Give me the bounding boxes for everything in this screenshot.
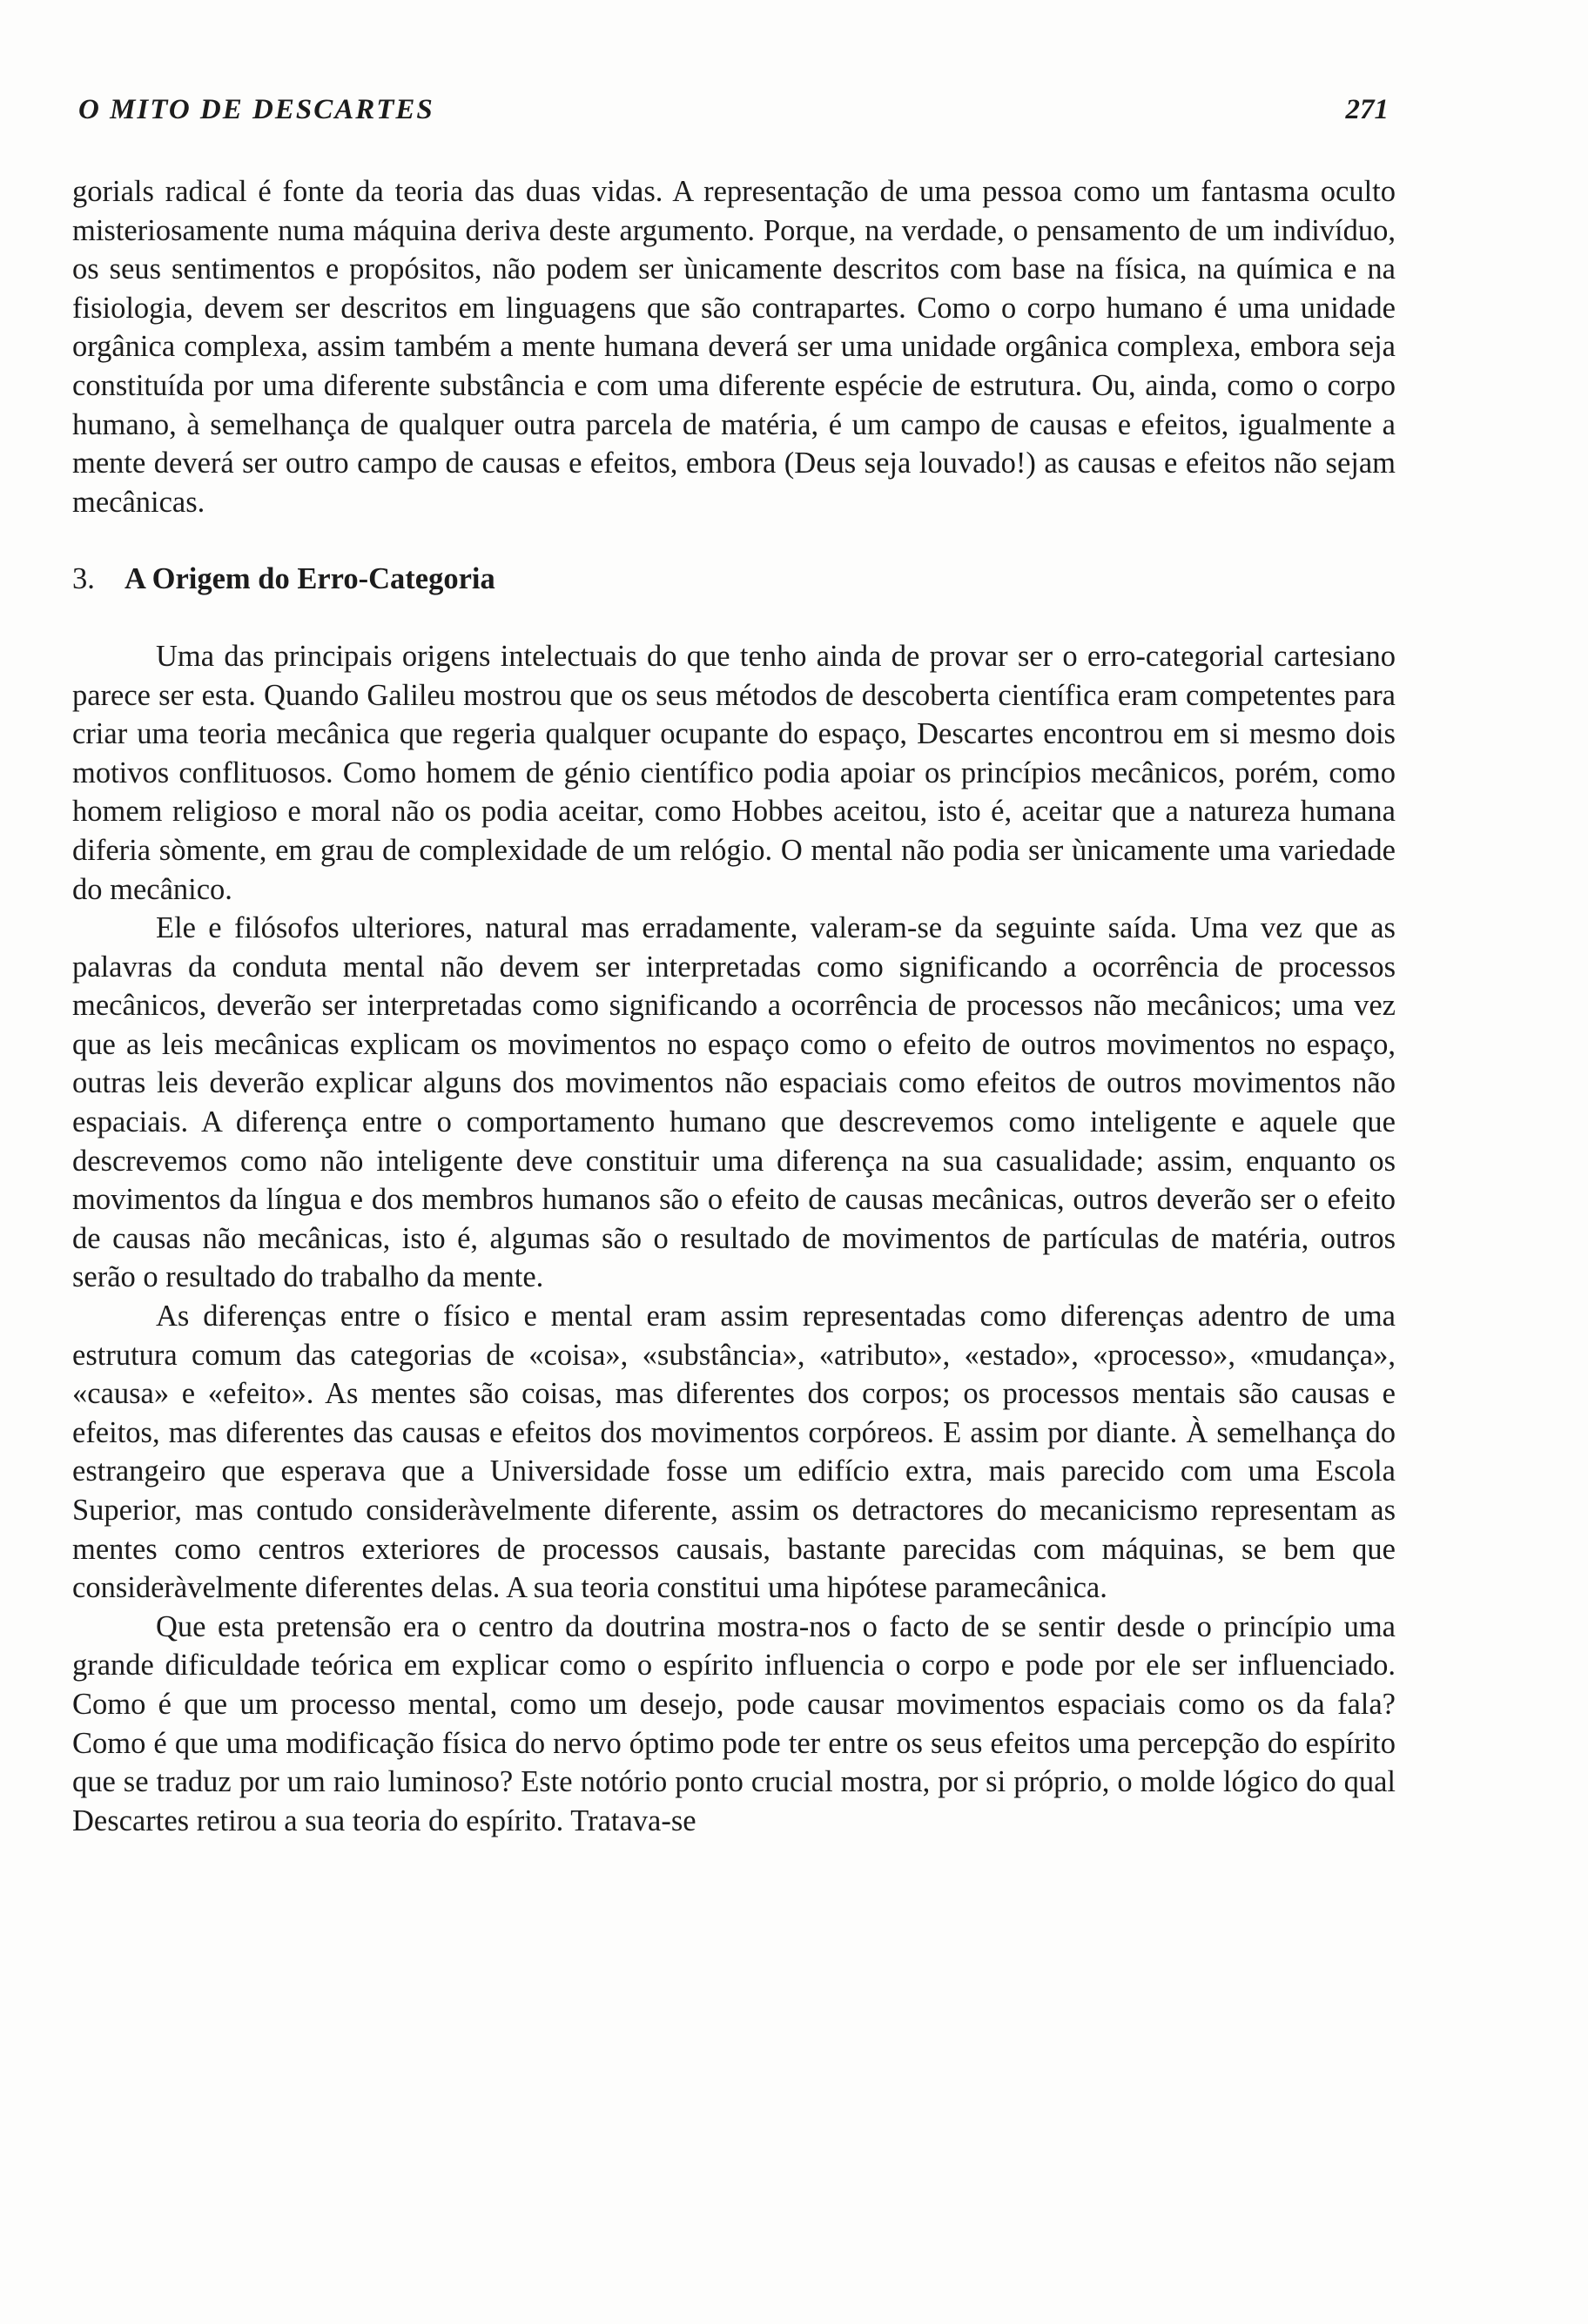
body-text: [72, 172, 1396, 1840]
section-heading: [72, 560, 1396, 599]
section-number: 3.: [72, 562, 95, 596]
paragraph: As diferenças entre o físico e mental eram assim representadas como diferenças adentro de uma estrutura comum das categorias de «coisa», «substância», «atributo», «estado», «processo», «mudança», «causa» e «efeito». As mentes são coisas, mas diferentes dos corpos; os processos mentais são causas e efeitos, mas diferentes das causas e efeitos dos movimentos corpóreos. E assim por diante. À semelhança do estrangeiro que esperava que a Universidade fosse um edifício extra, mais parecido com uma Escola Superior, mas contudo consideràvelmente diferente, assim os detractores do mecanicismo representam as mentes como centros exteriores de processos causais, bastante parecidas com máquinas, se bem que consideràvelmente diferentes delas. A sua teoria constitui uma hipótese paramecânica.: [72, 1300, 1396, 1605]
section-title: A Origem do Erro-Categoria: [124, 562, 495, 596]
paragraph: Ele e filósofos ulteriores, natural mas erradamente, valeram-se da seguinte saída. Uma vez que as palavras da conduta mental não devem ser interpretadas como significando a ocorrência de processos mecânicos, deverão ser interpretadas como significando a ocorrência de processos não mecânicos; uma vez que as leis mecânicas explicam os movimentos no espaço como o efeito de outros movimentos no espaço, outras leis deverão explicar alguns dos movimentos não espaciais como efeitos de outros movimentos não espaciais. A diferença entre o comportamento humano que descrevemos como inteligente e aquele que descrevemos como não inteligente deve constituir uma diferença na sua casualidade; assim, enquanto os movimentos da língua e dos membros humanos são o efeito de causas mecânicas, outros deverão ser o efeito de causas não mecânicas, isto é, algumas são o resultado de movimentos de partículas de matéria, outros serão o resultado do trabalho da mente.: [72, 911, 1396, 1294]
paragraph-continued: gorials radical é fonte da teoria das duas vidas. A representação de uma pessoa como um fantasma oculto misteriosamente numa máquina deriva deste argumento. Porque, na verdade, o pensamento de um indivíduo, os seus sentimentos e propósitos, não podem ser ùnicamente descritos com base na física, na química e na fisiologia, devem ser descritos em linguagens que são contrapartes. Como o corpo humano é uma unidade orgânica complexa, assim também a mente humana deverá ser uma unidade orgânica complexa, embora seja constituída por uma diferente substância e com uma diferente espécie de estrutura. Ou, ainda, como o corpo humano, à semelhança de qualquer outra parcela de matéria, é um campo de causas e efeitos, igualmente a mente deverá ser outro campo de causas e efeitos, embora (Deus seja louvado!) as causas e efeitos não sejam mecânicas.: [72, 175, 1396, 519]
paragraph: Que esta pretensão era o centro da doutrina mostra-nos o facto de se sentir desde o princípio uma grande dificuldade teórica em explicar como o espírito influencia o corpo e pode por ele ser influenciado. Como é que um processo mental, como um desejo, pode causar movimentos espaciais como os da fala? Como é que uma modificação física do nervo óptimo pode ter entre os seus efeitos uma percepção do espírito que se traduz por um raio luminoso? Este notório ponto crucial mostra, por si próprio, o molde lógico do qual Descartes retirou a sua teoria do espírito. Tratava-se: [72, 1609, 1396, 1837]
running-title: O MITO DE DESCARTES: [78, 94, 434, 125]
running-header: [78, 94, 1389, 132]
page-number: 271: [1345, 94, 1389, 125]
paragraph: Uma das principais origens intelectuais do que tenho ainda de provar ser o erro-categorial cartesiano parece ser esta. Quando Galileu mostrou que os seus métodos de descoberta científica eram competentes para criar uma teoria mecânica que regeria qualquer ocupante do espaço, Descartes encontrou em si mesmo dois motivos conflituosos. Como homem de génio científico podia apoiar os princípios mecânicos, porém, como homem religioso e moral não os podia aceitar, como Hobbes aceitou, isto é, aceitar que a natureza humana diferia sòmente, em grau de complexidade de um relógio. O mental não podia ser ùnicamente uma variedade do mecânico.: [72, 639, 1396, 906]
